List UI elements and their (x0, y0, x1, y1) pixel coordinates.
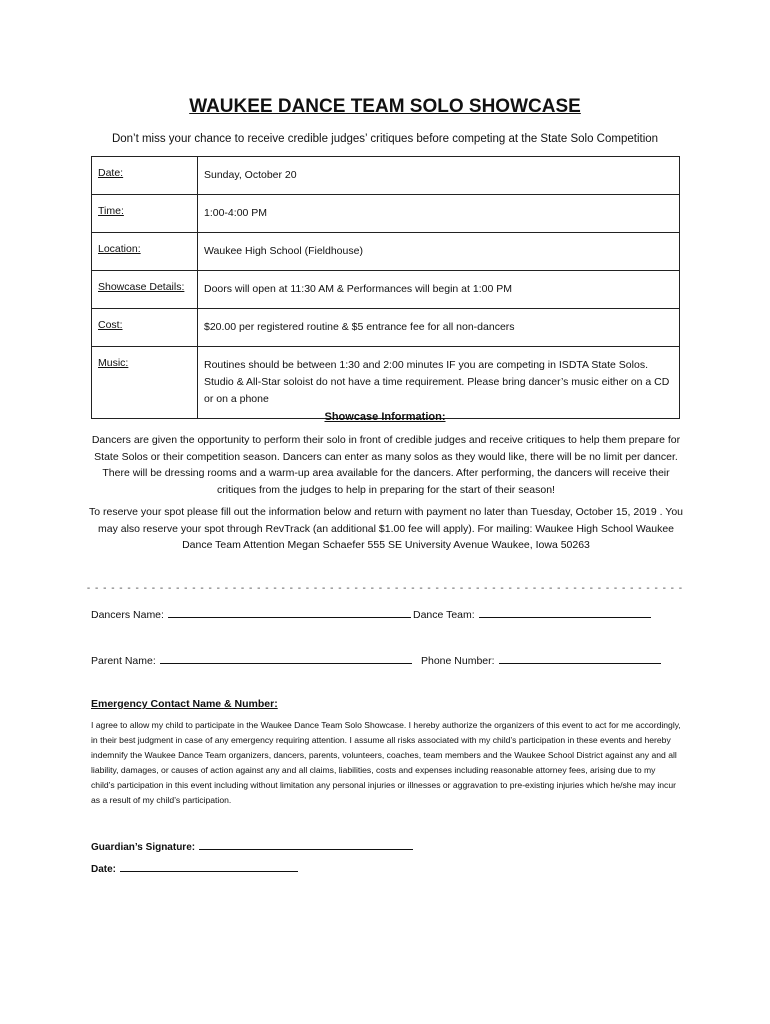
phone-number-blank[interactable] (499, 652, 661, 664)
consent-paragraph: I agree to allow my child to participate in the Waukee Dance Team Solo Showcase. I hereby authorize the organizers of this event to act for me accordingly, in their best judgment in case of any emergency requiring attention. I assume all risks associated with my child’s participation in these events and hereby indemnify the Waukee Dance Team organizers, dancers, parents, volunteers, coaches, team members and the Waukee School District against any and all liability, damages, or causes of action against any and all claims, liabilities, costs and expenses including reasonable attorney fees, arising due to my child’s participation in this event including without limitation any personal injuries or illnesses or aggravation to pre-existing injuries which he/she may incur as a result of my child’s participation. (91, 720, 681, 805)
signature-date-label: Date: (91, 864, 117, 875)
phone-number-field[interactable] (421, 652, 661, 667)
location-label: Location: (92, 233, 198, 271)
cost-label: Cost: (92, 309, 198, 347)
reservation-paragraph: To reserve your spot please fill out the information below and return with payment no later than Tuesday, October 15, 2019 . You may also reserve your spot through RevTrack (an additional $1.00 fee will apply). For mailing: Waukee High School Waukee Dance Team Attention Megan Schaefer 555 SE University Avenue Waukee, Iowa 50263 (89, 506, 683, 551)
guardian-signature-label: Guardian’s Signature: (91, 842, 196, 853)
time-label: Time: (92, 195, 198, 233)
date-value: Sunday, October 20 (198, 157, 680, 195)
showcase-info-paragraph: Dancers are given the opportunity to perform their solo in front of credible judges and receive critiques to help them prepare for State Solos or their competition season. Dancers can enter as many solos as they would like, there will be no limit per dancer. There will be dressing rooms and a warm-up area available for the dancers. After performing, the dancers will receive their critiques from the judges to help in preparing for the start of their season! (91, 434, 681, 496)
table-row (92, 271, 680, 309)
page-subtitle: Don’t miss your chance to receive credible judges’ critiques before competing at the State Solo Competition (111, 133, 659, 145)
table-row (92, 309, 680, 347)
dancer-name-label: Dancers Name: (91, 609, 164, 621)
showcase-info-heading: Showcase Information: (324, 411, 446, 423)
cost-value: $20.00 per registered routine & $5 entrance fee for all non-dancers (198, 309, 680, 347)
table-row (92, 347, 680, 419)
music-value: Routines should be between 1:30 and 2:00 minutes IF you are competing in ISDTA State Solos. Studio & All-Star soloist do not have a time requirement. Please bring dancer’s music either on a CD or on a phone (198, 347, 680, 419)
emergency-contact-heading: Emergency Contact Name & Number: (91, 698, 278, 710)
date-label: Date: (92, 157, 198, 195)
dancer-name-blank[interactable] (168, 606, 411, 618)
signature-date-blank[interactable] (120, 860, 298, 872)
dancer-name-field[interactable] (91, 606, 411, 621)
dance-team-field[interactable] (413, 606, 651, 621)
dance-team-blank[interactable] (479, 606, 651, 618)
table-row (92, 195, 680, 233)
showcase-details-label: Showcase Details: (92, 271, 198, 309)
parent-name-field[interactable] (91, 652, 412, 667)
signature-date-field[interactable] (91, 860, 298, 875)
cut-line-separator: - - - - - - - - - - - - - - - - - - - - - - - - - - - - - - - - - - - - - - - - - - - - - - - - - - - - - - - - - - - - - - - - - - - - - - - - - - (86, 583, 684, 594)
time-value: 1:00-4:00 PM (198, 195, 680, 233)
table-row (92, 157, 680, 195)
page-title: WAUKEE DANCE TEAM SOLO SHOWCASE (189, 96, 581, 117)
parent-name-label: Parent Name: (91, 655, 156, 667)
location-value: Waukee High School (Fieldhouse) (198, 233, 680, 271)
table-row (92, 233, 680, 271)
guardian-signature-blank[interactable] (199, 838, 413, 850)
showcase-details-value: Doors will open at 11:30 AM & Performances will begin at 1:00 PM (198, 271, 680, 309)
event-details-table (91, 156, 680, 419)
phone-number-label: Phone Number: (421, 655, 495, 667)
dance-team-label: Dance Team: (413, 609, 475, 621)
music-label: Music: (92, 347, 198, 419)
guardian-signature-field[interactable] (91, 838, 413, 853)
parent-name-blank[interactable] (160, 652, 412, 664)
